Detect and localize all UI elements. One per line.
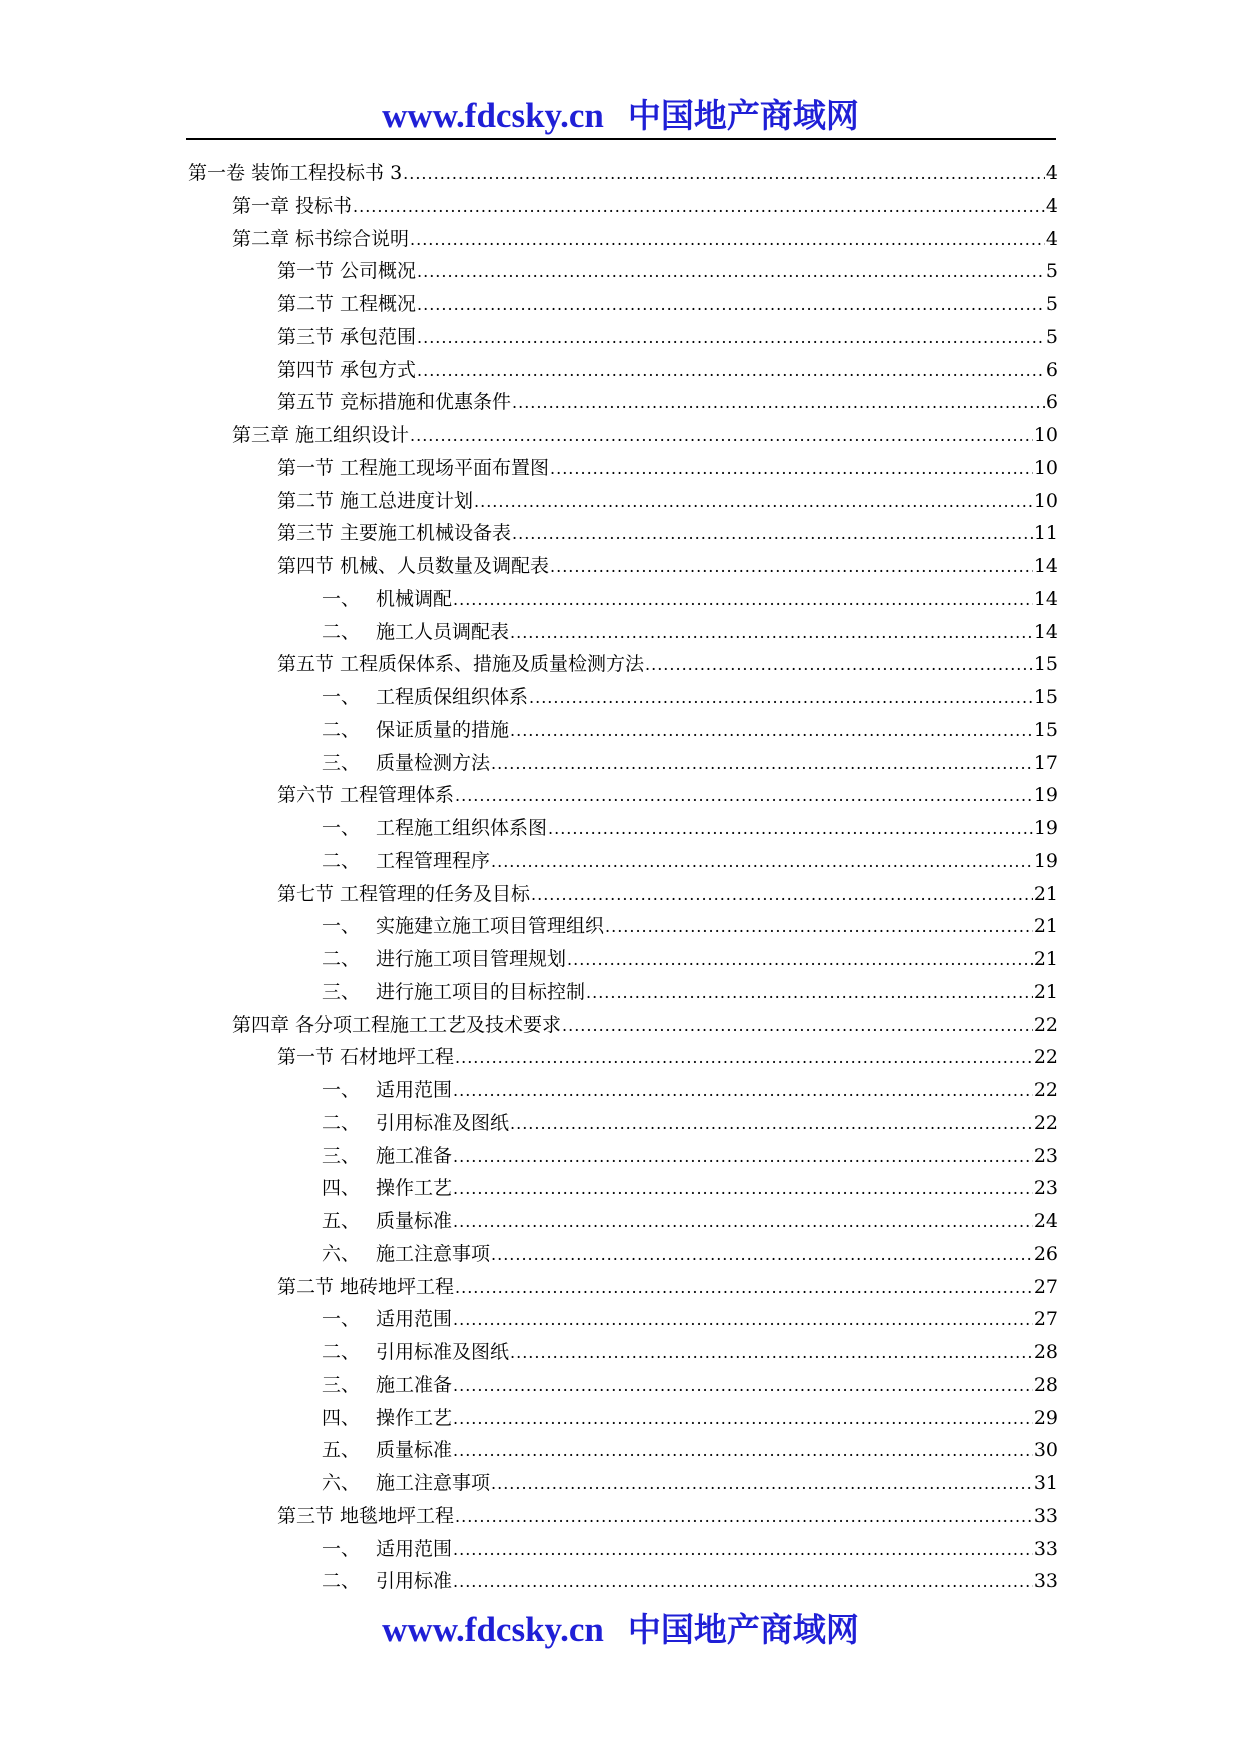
toc-entry[interactable] [322,1201,1058,1233]
toc-entry-text: 进行施工项目管理规划 [376,948,567,970]
toc-page-number: 14 [1033,587,1058,610]
toc-dot-leader [453,1408,1033,1430]
toc-page-number: 5 [1045,325,1058,348]
toc-entry-number: 三、 [322,1373,361,1396]
toc-entry-title [188,161,402,185]
toc-entry-title [322,751,490,775]
toc-entry-text: 第三节 地毯地坪工程 [277,1504,455,1527]
toc-entry-text: 第三节 主要施工机械设备表 [277,522,512,545]
footer-banner [0,1604,1241,1651]
toc-dot-leader [453,589,1033,611]
toc-dot-leader [510,622,1033,644]
toc-dot-leader [586,982,1033,1004]
toc-dot-leader [453,1211,1033,1233]
toc-entry-text: 施工注意事项 [376,1242,491,1265]
toc-entry[interactable] [322,1398,1058,1430]
toc-dot-leader [550,556,1033,578]
toc-entry-title [322,587,452,611]
toc-entry[interactable] [277,284,1058,316]
toc-entry[interactable] [277,350,1058,382]
toc-entry[interactable] [277,1496,1058,1528]
toc-entry-title [322,1537,452,1561]
toc-page-number: 21 [1033,948,1058,970]
toc-dot-leader [474,491,1033,513]
toc-entry-title [232,423,409,447]
toc-dot-leader [455,1277,1033,1299]
toc-entry-title [322,1373,452,1397]
toc-entry-text: 第四章 各分项工程施工工艺及技术要求 [232,1013,562,1036]
toc-entry[interactable] [277,317,1058,349]
toc-page-number: 4 [1045,194,1058,217]
toc-dot-leader [491,1244,1033,1266]
toc-entry[interactable] [322,677,1058,709]
toc-dot-leader [417,261,1045,283]
toc-entry-number: 二、 [322,1570,361,1593]
toc-dot-leader [510,1342,1033,1364]
toc-entry[interactable] [322,743,1058,775]
toc-entry-text: 适用范围 [376,1537,453,1560]
toc-entry-text: 第七节 工程管理的任务及目标 [277,882,531,905]
toc-entry-text: 质量标准 [376,1439,453,1462]
toc-entry-title [277,521,511,545]
toc-page-number: 33 [1033,1504,1058,1527]
toc-entry-number: 一、 [322,1079,361,1101]
toc-dot-leader [605,916,1033,938]
toc-dot-leader [453,1178,1033,1200]
toc-entry-title [322,1078,452,1102]
toc-page-number: 11 [1033,522,1058,545]
toc-entry-title [232,194,352,218]
toc-entry-number: 二、 [322,620,361,643]
toc-page-number: 4 [1045,162,1058,184]
toc-dot-leader [512,392,1045,414]
toc-entry[interactable] [322,612,1058,644]
toc-entry[interactable] [322,1103,1058,1135]
toc-dot-leader [562,1015,1033,1037]
toc-entry-number: 四、 [322,1406,361,1429]
toc-page-number: 21 [1033,980,1058,1003]
toc-entry-title [322,1307,452,1331]
header-divider [186,138,1056,140]
toc-entry-title [322,1242,490,1266]
toc-page-number: 33 [1033,1537,1058,1560]
toc-dot-leader [455,1506,1033,1528]
toc-entry-text: 引用标准及图纸 [376,1341,510,1363]
toc-page-number: 27 [1033,1308,1058,1331]
toc-entry[interactable] [277,448,1058,480]
toc-entry-title [322,620,509,644]
header-site-name: 中国地产商域网 [627,96,859,135]
toc-page-number: 23 [1033,1177,1058,1200]
toc-entry-title [277,882,530,906]
toc-entry[interactable] [322,1529,1058,1561]
toc-dot-leader [512,523,1033,545]
toc-entry-number: 二、 [322,1341,361,1363]
toc-entry-text: 第二节 地砖地坪工程 [277,1275,455,1298]
toc-entry-text: 质量标准 [376,1210,453,1232]
toc-dot-leader [645,654,1033,676]
toc-entry-title [322,849,490,873]
toc-entry-title [322,1176,452,1200]
toc-page-number: 4 [1045,227,1058,250]
toc-dot-leader [567,949,1033,971]
toc-entry[interactable] [322,939,1058,971]
toc-entry[interactable] [322,808,1058,840]
toc-dot-leader [491,1473,1033,1495]
toc-entry-number: 一、 [322,1308,361,1331]
toc-entry-title [277,1045,454,1069]
toc-entry-title [322,1569,452,1593]
toc-page-number: 31 [1033,1472,1058,1494]
toc-entry-title [277,358,416,382]
toc-page-number: 22 [1033,1111,1058,1134]
toc-entry-text: 施工准备 [376,1373,453,1396]
toc-page-number: 22 [1033,1013,1058,1036]
toc-entry-text: 施工人员调配表 [376,620,510,643]
toc-entry[interactable] [322,1168,1058,1200]
toc-entry-title [322,1471,490,1495]
toc-page-number: 5 [1045,293,1058,315]
toc-entry-text: 工程质保组织体系 [376,686,529,708]
toc-entry-text: 第三节 承包范围 [277,325,417,348]
toc-page-number: 22 [1033,1046,1058,1069]
toc-entry-title [277,554,549,578]
toc-entry-text: 引用标准及图纸 [376,1111,510,1134]
toc-entry-title [322,980,585,1004]
toc-entry-text: 工程施工组织体系图 [376,817,548,839]
toc-entry-number: 四、 [322,1177,361,1200]
toc-entry-text: 第二节 施工总进度计划 [277,489,474,512]
toc-entry[interactable] [277,382,1058,414]
toc-entry-title [277,292,416,316]
toc-entry-title [277,1504,454,1528]
footer-url[interactable]: www.fdcsky.cn [382,1610,604,1649]
toc-entry-title [277,1275,454,1299]
toc-dot-leader [455,1047,1033,1069]
toc-page-number: 19 [1033,817,1058,839]
toc-entry-text: 操作工艺 [376,1406,453,1429]
toc-page-number: 19 [1033,784,1058,807]
toc-entry[interactable] [232,415,1058,447]
toc-entry[interactable] [277,251,1058,283]
toc-entry[interactable] [322,579,1058,611]
toc-entry-number: 五、 [322,1439,361,1462]
toc-entry-title [322,1111,509,1135]
toc-entry-text: 第一章 投标书 [232,194,353,217]
toc-page-number: 21 [1033,915,1058,938]
toc-entry-number: 三、 [322,1144,361,1167]
toc-page-number: 10 [1033,489,1058,512]
toc-entry-title [322,1144,452,1168]
toc-dot-leader [550,458,1033,480]
toc-entry[interactable] [322,1332,1058,1364]
toc-dot-leader [453,1571,1033,1593]
toc-page-number: 5 [1045,260,1058,283]
toc-entry-number: 一、 [322,587,361,610]
toc-entry[interactable] [322,1234,1058,1266]
footer-site-name: 中国地产商域网 [627,1610,859,1649]
toc-entry-text: 第一卷 装饰工程投标书 3 [188,162,403,184]
toc-entry[interactable] [322,972,1058,1004]
toc-entry-title [322,685,528,709]
toc-page-number: 15 [1033,718,1058,741]
toc-entry-text: 保证质量的措施 [376,718,510,741]
toc-entry-title [277,489,473,513]
toc-entry-title [322,1340,509,1364]
toc-dot-leader [410,425,1033,447]
toc-page-number: 29 [1033,1406,1058,1429]
toc-entry[interactable] [277,513,1058,545]
toc-entry-text: 工程管理程序 [376,849,491,872]
toc-entry[interactable] [277,874,1058,906]
toc-entry-number: 二、 [322,718,361,741]
toc-entry[interactable] [277,546,1058,578]
toc-entry-title [322,816,547,840]
toc-dot-leader [403,163,1045,185]
toc-page-number: 27 [1033,1275,1058,1298]
toc-page-number: 24 [1033,1210,1058,1232]
toc-entry-text: 引用标准 [376,1570,453,1593]
toc-entry-text: 机械调配 [376,587,453,610]
toc-entry-number: 五、 [322,1210,361,1232]
toc-entry-title [277,390,511,414]
toc-entry[interactable] [232,186,1058,218]
toc-page-number: 28 [1033,1373,1058,1396]
toc-entry[interactable] [322,710,1058,742]
toc-dot-leader [453,1375,1033,1397]
toc-entry[interactable] [277,1267,1058,1299]
toc-entry[interactable] [322,1136,1058,1168]
toc-entry[interactable] [322,1561,1058,1593]
toc-dot-leader [417,294,1045,316]
toc-entry-title [322,914,604,938]
toc-dot-leader [453,1440,1033,1462]
toc-entry-text: 施工准备 [376,1144,453,1167]
toc-entry[interactable] [232,1005,1058,1037]
toc-entry-text: 操作工艺 [376,1177,453,1200]
toc-entry[interactable] [322,906,1058,938]
toc-dot-leader [410,229,1045,251]
toc-entry-number: 二、 [322,849,361,872]
toc-entry-number: 一、 [322,915,361,938]
toc-entry-text: 实施建立施工项目管理组织 [376,915,605,938]
toc-entry-text: 第一节 公司概况 [277,260,417,283]
toc-entry-text: 第三章 施工组织设计 [232,424,410,446]
toc-entry-text: 第二节 工程概况 [277,293,417,315]
header-url[interactable]: www.fdcsky.cn [382,96,604,135]
toc-entry[interactable] [277,644,1058,676]
toc-entry-text: 第四节 机械、人员数量及调配表 [277,555,550,577]
toc-page-number: 19 [1033,849,1058,872]
toc-entry-number: 三、 [322,980,361,1003]
toc-entry-number: 二、 [322,1111,361,1134]
toc-entry-number: 一、 [322,817,361,839]
toc-entry-text: 第一节 石材地坪工程 [277,1046,455,1069]
toc-page-number: 21 [1033,882,1058,905]
toc-entry-title [277,325,416,349]
toc-entry-number: 一、 [322,686,361,708]
header-banner [0,90,1241,137]
toc-dot-leader [529,687,1033,709]
toc-entry-text: 进行施工项目的目标控制 [376,980,586,1003]
toc-entry-title [322,947,566,971]
toc-dot-leader [510,1113,1033,1135]
toc-entry-title [277,259,416,283]
toc-page-number: 15 [1033,653,1058,676]
toc-page-number: 14 [1033,620,1058,643]
toc-dot-leader [531,884,1033,906]
toc-entry-text: 施工注意事项 [376,1472,491,1494]
toc-entry-number: 一、 [322,1537,361,1560]
toc-dot-leader [417,360,1045,382]
toc-entry-title [232,1013,561,1037]
toc-page-number: 26 [1033,1242,1058,1265]
toc-page-number: 6 [1045,391,1058,414]
toc-entry-text: 适用范围 [376,1079,453,1101]
toc-entry[interactable] [322,1070,1058,1102]
toc-page-number: 10 [1033,456,1058,479]
toc-page-number: 28 [1033,1341,1058,1363]
toc-page-number: 17 [1033,751,1058,774]
toc-dot-leader [548,818,1033,840]
toc-entry-title [322,1438,452,1462]
toc-entry[interactable] [322,1463,1058,1495]
toc-page-number: 15 [1033,686,1058,708]
toc-dot-leader [491,753,1033,775]
toc-entry-title [277,783,454,807]
toc-page-number: 33 [1033,1570,1058,1593]
toc-entry-text: 第一节 工程施工现场平面布置图 [277,456,550,479]
toc-page-number: 23 [1033,1144,1058,1167]
toc-entry[interactable] [188,153,1058,185]
toc-entry[interactable] [322,1430,1058,1462]
toc-dot-leader [417,327,1045,349]
toc-page-number: 14 [1033,555,1058,577]
toc-dot-leader [453,1080,1033,1102]
toc-entry[interactable] [277,481,1058,513]
toc-entry-number: 三、 [322,751,361,774]
toc-entry[interactable] [322,841,1058,873]
toc-entry-number: 二、 [322,948,361,970]
toc-page-number: 6 [1045,358,1058,381]
toc-entry-title [322,718,509,742]
toc-entry-text: 第五节 竞标措施和优惠条件 [277,391,512,414]
toc-entry[interactable] [232,219,1058,251]
toc-entry[interactable] [277,775,1058,807]
toc-entry-title [322,1209,452,1233]
toc-dot-leader [455,785,1033,807]
toc-page-number: 22 [1033,1079,1058,1101]
toc-dot-leader [453,1539,1033,1561]
toc-entry-text: 第四节 承包方式 [277,358,417,381]
toc-entry-number: 六、 [322,1242,361,1265]
toc-entry-title [322,1406,452,1430]
toc-dot-leader [491,851,1033,873]
toc-entry[interactable] [322,1299,1058,1331]
toc-dot-leader [453,1146,1033,1168]
toc-dot-leader [453,1309,1033,1331]
toc-page-number: 30 [1033,1439,1058,1462]
toc-dot-leader [510,720,1033,742]
toc-page-number: 10 [1033,424,1058,446]
toc-entry-text: 质量检测方法 [376,751,491,774]
toc-entry[interactable] [322,1365,1058,1397]
toc-entry-text: 第二章 标书综合说明 [232,227,410,250]
toc-entry-text: 第五节 工程质保体系、措施及质量检测方法 [277,653,645,676]
toc-dot-leader [353,196,1045,218]
toc-entry-title [277,456,549,480]
toc-entry-text: 适用范围 [376,1308,453,1331]
toc-entry-text: 第六节 工程管理体系 [277,784,455,807]
toc-entry[interactable] [277,1037,1058,1069]
toc-entry-title [277,652,644,676]
toc-entry-number: 六、 [322,1472,361,1494]
toc-entry-title [232,227,409,251]
